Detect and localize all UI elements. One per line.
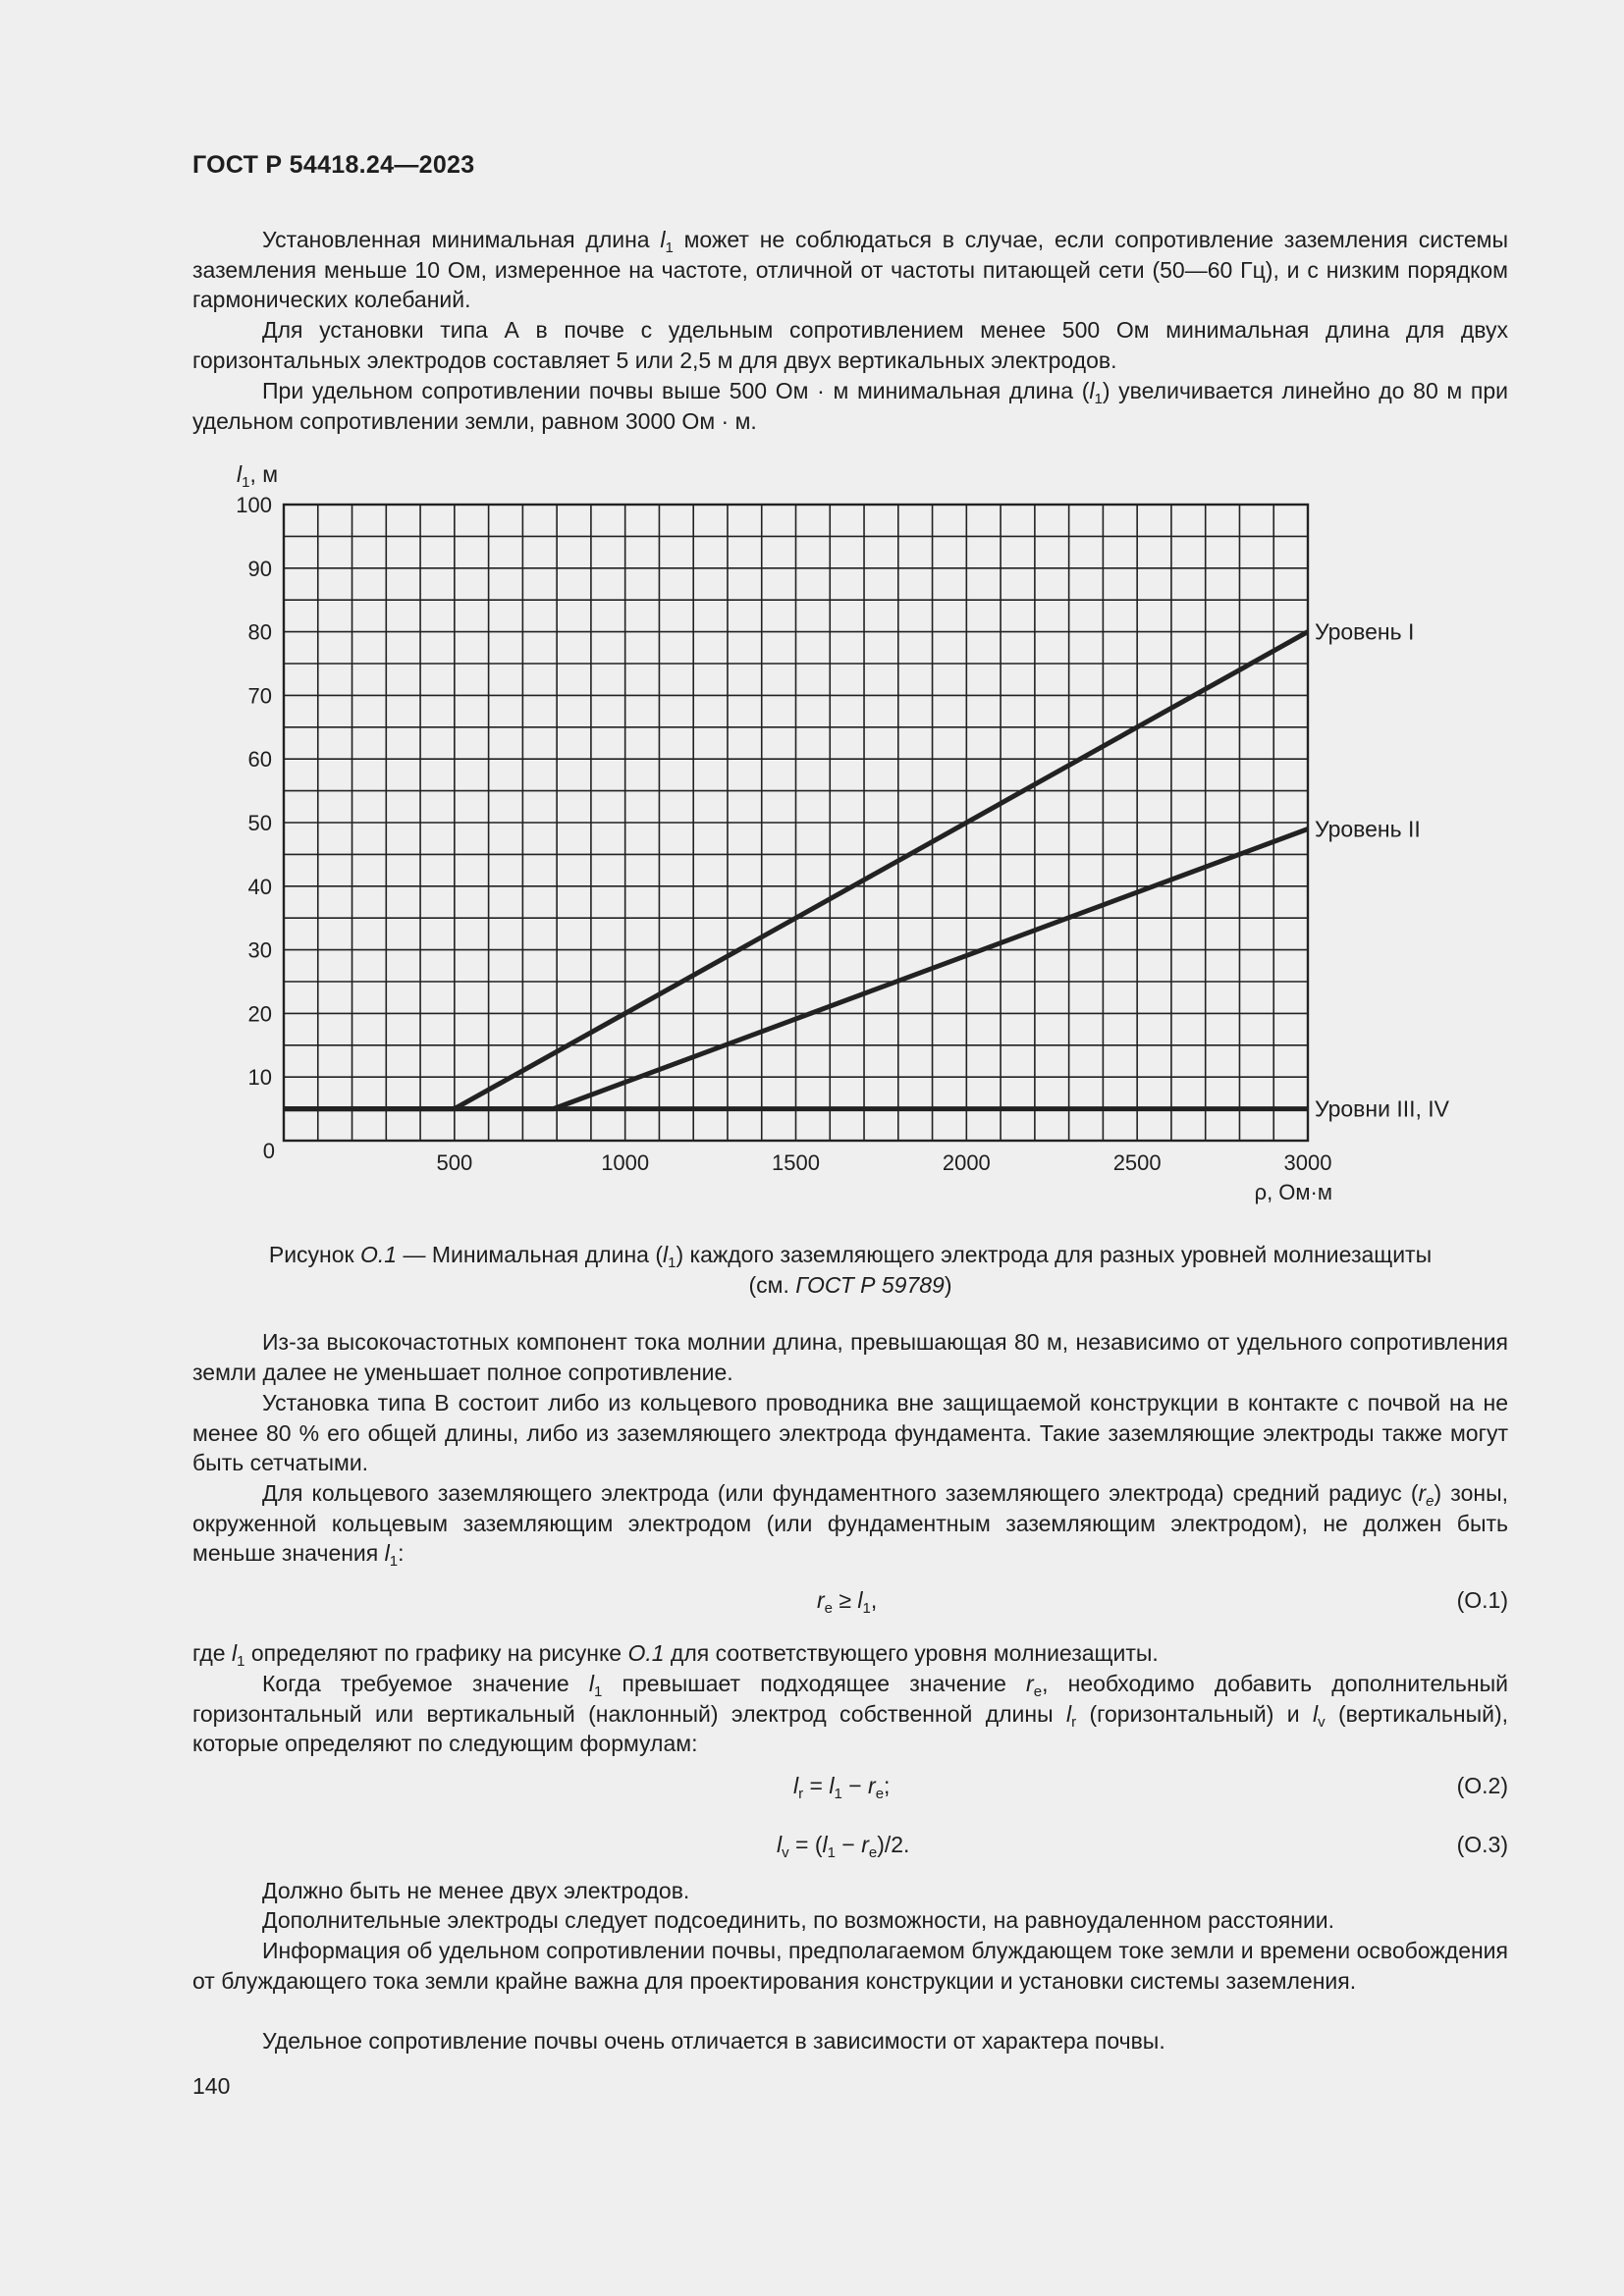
x-tick-label: 2000 bbox=[942, 1150, 991, 1175]
x-tick-label: 3000 bbox=[1283, 1150, 1332, 1175]
intro-paragraph-1: Установленная минимальная длина $l_1$ может не соблюдаться в случае, если сопротивление заземления системы заземления меньше 10 Ом, измеренное на частоте, отличной от частоты питающей сети (50—60 Гц), и с низким порядком гармонических колебаний. bbox=[192, 227, 1508, 312]
y-tick-label: 80 bbox=[247, 619, 272, 645]
series-label-3: Уровни III, IV bbox=[1315, 1095, 1450, 1122]
y-tick-label: 30 bbox=[247, 937, 272, 963]
formula-o3: $l_v = (l_1 - r_e)/2$. bbox=[777, 1832, 910, 1861]
y-tick-label: 10 bbox=[247, 1065, 272, 1091]
formula-o2: $l_r = l_1 - r_e$; bbox=[793, 1773, 891, 1802]
body-paragraph-4: где $l_1$ определяют по графику на рисунке О.1 для соответствующего уровня молниезащиты. bbox=[192, 1640, 1159, 1670]
y-tick-label: 40 bbox=[247, 874, 272, 899]
body-paragraph-5: Когда требуемое значение $l_1$ превышает подходящее значение $r_e$, необходимо добавить дополнительный горизонтальный или вертикальный (наклонный) электрод собственной длины $l_r$ (горизонтальный) и $l_v$ (вертикальный), которые определяют по следующим формулам: bbox=[192, 1671, 1508, 1756]
body-paragraph-2: Установка типа В состоит либо из кольцевого проводника вне защищаемой конструкции в контакте с почвой на не менее 80 % его общей длины, либо из заземляющего электрода фундамента. Такие заземляющие электроды также могут быть сетчатыми. bbox=[192, 1390, 1508, 1475]
x-tick-label: 1500 bbox=[772, 1150, 820, 1175]
body-paragraph-3: Для кольцевого заземляющего электрода (или фундаментного заземляющего электрода) средний радиус $(r_e)$ зоны, окруженной кольцевым заземляющим электродом (или фундаментным заземляющим электродом), не должен быть меньше значения $l_1$: bbox=[192, 1480, 1508, 1570]
page-number: 140 bbox=[192, 2073, 231, 2099]
body-paragraph-9: Удельное сопротивление почвы очень отличается в зависимости от характера почвы. bbox=[262, 2028, 1165, 2054]
body-paragraph-8: Информация об удельном сопротивлении почвы, предполагаемом блуждающем токе земли и времени освобождения от блуждающего тока земли крайне важна для проектирования конструкции и установки системы заземления. bbox=[192, 1938, 1508, 1994]
y-tick-label: 50 bbox=[247, 811, 272, 835]
formula-o1: $r_e \ge l_1$, bbox=[817, 1587, 878, 1617]
equation-number-o3: (О.3) bbox=[1456, 1832, 1508, 1857]
series-label-2: Уровень II bbox=[1315, 816, 1421, 842]
body-paragraph-1: Из-за высокочастотных компонент тока молнии длина, превышающая 80 м, независимо от удельного сопротивления земли далее не уменьшает полное сопротивление. bbox=[192, 1329, 1508, 1385]
caption-line-1: Рисунок О.1 — Минимальная длина $(l_1)$ каждого заземляющего электрода для разных уровней молниезащиты bbox=[268, 1242, 1433, 1271]
y-tick-label: 70 bbox=[247, 683, 272, 709]
intro-paragraph-2: Для установки типа А в почве с удельным сопротивлением менее 500 Ом минимальная длина для двух горизонтальных электродов составляет 5 или 2,5 м для двух вертикальных электродов. bbox=[192, 317, 1508, 373]
body-paragraph-7: Дополнительные электроды следует подсоединить, по возможности, на равноудаленном расстоянии. bbox=[262, 1907, 1335, 1933]
y-tick-label: 60 bbox=[247, 747, 272, 773]
document-header: ГОСТ Р 54418.24—2023 bbox=[192, 151, 475, 179]
body-paragraph-6: Должно быть не менее двух электродов. bbox=[262, 1878, 690, 1903]
series-label-1: Уровень I bbox=[1315, 618, 1415, 645]
y-tick-label: 100 bbox=[236, 493, 272, 517]
intro-paragraph-3: При удельном сопротивлении почвы выше 500 Ом · м минимальная длина $(l_1)$ увеличивается линейно до 80 м при удельном сопротивлении земли, равном 3000 Ом · м. bbox=[192, 378, 1509, 434]
y-axis-label: $l_1$, м bbox=[237, 461, 279, 491]
equation-number-o2: (О.2) bbox=[1456, 1773, 1508, 1798]
caption-line-2: (см. ГОСТ Р 59789) bbox=[748, 1271, 952, 1298]
y-tick-label: 20 bbox=[247, 1001, 272, 1027]
origin-label: 0 bbox=[262, 1139, 275, 1163]
equation-number-o1: (О.1) bbox=[1456, 1587, 1508, 1613]
figure-caption bbox=[192, 1240, 1508, 1300]
x-tick-label: 500 bbox=[436, 1150, 473, 1175]
x-tick-label: 2500 bbox=[1112, 1150, 1162, 1175]
x-tick-label: 1000 bbox=[601, 1150, 650, 1175]
y-tick-label: 90 bbox=[247, 556, 272, 581]
x-axis-label: ρ, Ом·м bbox=[1254, 1180, 1332, 1204]
